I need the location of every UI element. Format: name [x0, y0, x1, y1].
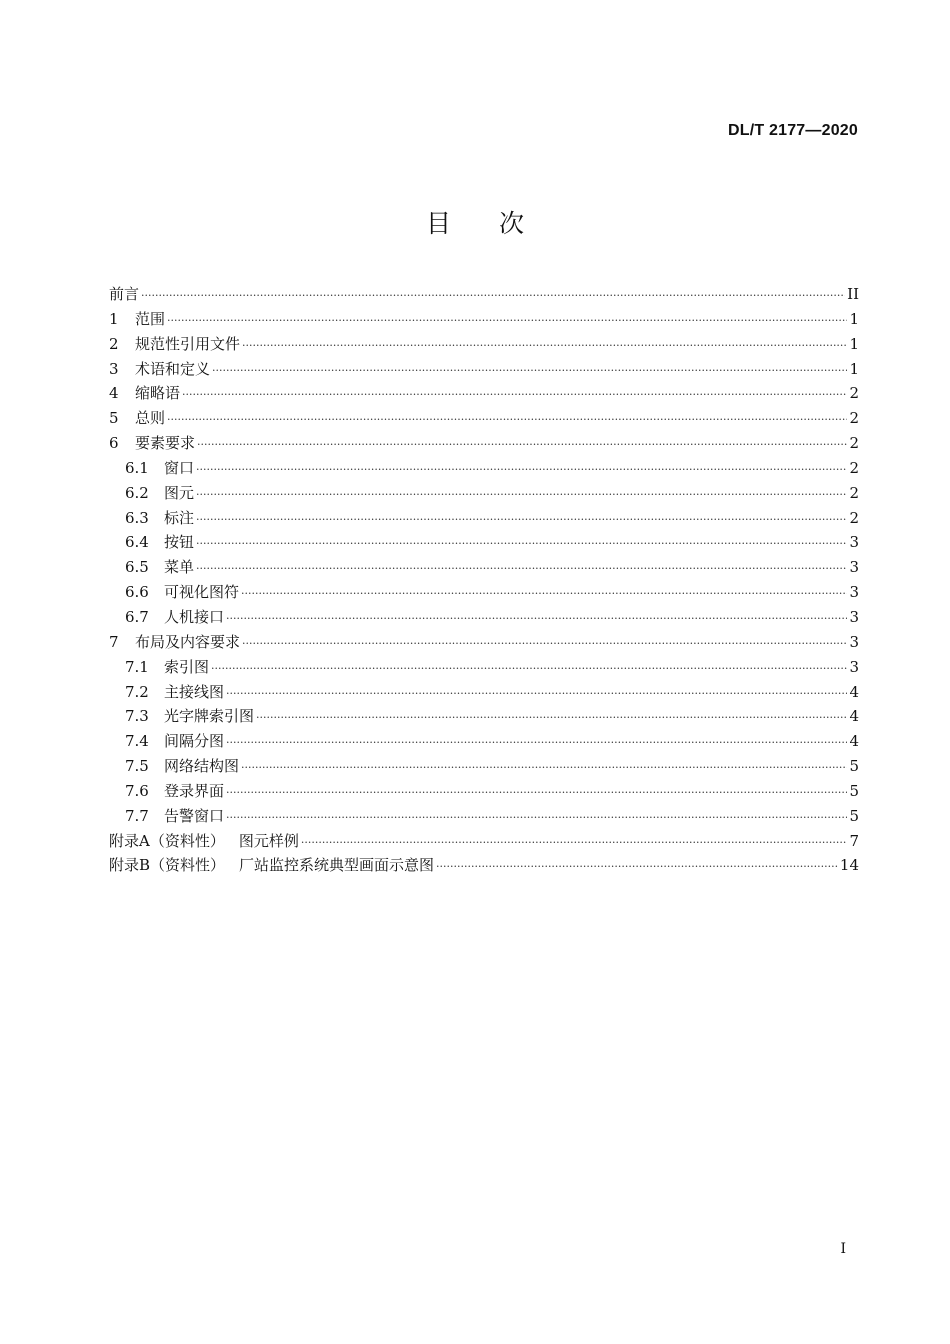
toc-subentry[interactable] — [109, 730, 859, 755]
toc-entry-page: 2 — [849, 458, 859, 477]
dot-leader — [211, 658, 847, 676]
toc-entry-page: 14 — [839, 856, 859, 875]
toc-subentry[interactable] — [109, 755, 859, 780]
toc-subentry[interactable] — [109, 457, 859, 482]
table-of-contents — [109, 283, 859, 879]
toc-entry-page: 2 — [849, 483, 859, 502]
toc-entry-page: 3 — [849, 632, 859, 651]
dot-leader — [182, 384, 847, 402]
dot-leader — [226, 608, 847, 626]
toc-subentry[interactable] — [109, 805, 859, 830]
toc-entry-number: 7 — [109, 632, 119, 651]
toc-appendix-entry[interactable] — [109, 830, 859, 855]
dot-leader — [196, 484, 847, 502]
toc-entry-label: 光字牌索引图 — [164, 707, 255, 726]
dot-leader — [167, 409, 847, 427]
toc-entry-label: 总则 — [135, 409, 166, 428]
toc-entry[interactable] — [109, 631, 859, 656]
toc-entry-number: 4 — [109, 384, 119, 403]
toc-subentry[interactable] — [109, 606, 859, 631]
toc-entry[interactable] — [109, 333, 859, 358]
toc-entry-page: 2 — [849, 508, 859, 527]
toc-entry-label: 缩略语 — [135, 384, 181, 403]
toc-subentry[interactable] — [109, 581, 859, 606]
toc-entry-page: 4 — [849, 707, 859, 726]
toc-appendix-entry[interactable] — [109, 854, 859, 879]
toc-entry-label: 菜单 — [164, 558, 195, 577]
dot-leader — [167, 310, 847, 328]
dot-leader — [226, 683, 847, 701]
toc-entry-label: 图元 — [164, 483, 195, 502]
toc-entry-number: 6.6 — [125, 583, 149, 602]
toc-entry-number: 6.2 — [125, 483, 149, 502]
toc-entry-page: II — [847, 285, 859, 303]
toc-entry-label: 网络结构图 — [164, 757, 240, 776]
dot-leader — [242, 633, 847, 651]
dot-leader — [256, 707, 847, 725]
toc-entry[interactable] — [109, 308, 859, 333]
toc-subentry[interactable] — [109, 556, 859, 581]
dot-leader — [301, 832, 848, 850]
toc-entry[interactable] — [109, 283, 859, 308]
dot-leader — [436, 856, 838, 874]
toc-entry-number: 6.5 — [125, 558, 149, 577]
toc-entry-number: 7.4 — [125, 732, 149, 751]
toc-entry-number: 6.3 — [125, 508, 149, 527]
toc-entry-label: 要素要求 — [135, 434, 196, 453]
dot-leader — [226, 782, 847, 800]
toc-entry-number: 7.3 — [125, 707, 149, 726]
toc-subentry[interactable] — [109, 705, 859, 730]
toc-entry-number: 6 — [109, 434, 119, 453]
toc-entry-page: 5 — [849, 806, 859, 825]
toc-entry-label: 标注 — [164, 508, 195, 527]
toc-entry[interactable] — [109, 407, 859, 432]
dot-leader — [212, 360, 847, 378]
toc-entry-page: 3 — [849, 533, 859, 552]
dot-leader — [242, 335, 847, 353]
toc-entry-page: 2 — [849, 434, 859, 453]
toc-entry-number: 7.1 — [125, 657, 149, 676]
dot-leader — [226, 807, 847, 825]
toc-entry-number: 2 — [109, 334, 119, 353]
toc-entry-label: 告警窗口 — [164, 806, 225, 825]
toc-subentry[interactable] — [109, 531, 859, 556]
toc-entry-page: 4 — [849, 732, 859, 751]
toc-entry-page: 3 — [849, 607, 859, 626]
page-title: 目次 — [425, 209, 572, 238]
toc-entry[interactable] — [109, 382, 859, 407]
dot-leader — [241, 757, 847, 775]
toc-entry-label: 范围 — [135, 309, 166, 328]
toc-entry-number: 6.1 — [125, 458, 149, 477]
toc-entry[interactable] — [109, 432, 859, 457]
toc-entry-page: 1 — [849, 309, 859, 328]
toc-subentry[interactable] — [109, 507, 859, 532]
toc-entry-page: 2 — [849, 384, 859, 403]
toc-entry-label: 规范性引用文件 — [135, 334, 241, 353]
toc-entry-label: 索引图 — [164, 657, 210, 676]
toc-entry-label: 人机接口 — [164, 607, 225, 626]
toc-entry-label: 布局及内容要求 — [135, 632, 241, 651]
toc-entry-label: 前言 — [109, 285, 140, 303]
toc-entry-label: 间隔分图 — [164, 732, 225, 751]
toc-entry-page: 2 — [849, 409, 859, 428]
toc-entry-number: 7.2 — [125, 682, 149, 701]
toc-subentry[interactable] — [109, 656, 859, 681]
toc-entry-label: 厂站监控系统典型画面示意图 — [239, 856, 435, 875]
toc-entry-page: 1 — [849, 334, 859, 353]
toc-subentry[interactable] — [109, 482, 859, 507]
toc-entry-number: 6.7 — [125, 607, 149, 626]
toc-entry-label: 按钮 — [164, 533, 195, 552]
dot-leader — [197, 434, 847, 452]
toc-entry-label: 窗口 — [164, 458, 195, 477]
toc-entry-number: 1 — [109, 309, 119, 328]
toc-entry-label: 术语和定义 — [135, 359, 211, 378]
standard-code: DL/T 2177—2020 — [728, 122, 858, 139]
toc-appendix-number: 附录B（资料性） — [109, 856, 226, 875]
toc-appendix-number: 附录A（资料性） — [109, 831, 225, 850]
toc-entry-label: 图元样例 — [238, 831, 299, 850]
toc-entry-page: 5 — [849, 781, 859, 800]
toc-entry-page: 3 — [849, 657, 859, 676]
toc-entry-number: 5 — [109, 409, 119, 428]
dot-leader — [196, 533, 847, 551]
dot-leader — [141, 285, 845, 303]
toc-subentry[interactable] — [109, 681, 859, 706]
page-number: I — [840, 1241, 846, 1257]
toc-entry-label: 可视化图符 — [164, 583, 240, 602]
toc-entry-number: 3 — [109, 359, 119, 378]
dot-leader — [196, 509, 847, 527]
toc-entry-number: 7.6 — [125, 781, 149, 800]
toc-entry-page: 3 — [849, 558, 859, 577]
toc-entry-number: 6.4 — [125, 533, 149, 552]
toc-entry-page: 1 — [849, 359, 859, 378]
toc-entry[interactable] — [109, 358, 859, 383]
dot-leader — [196, 558, 847, 576]
toc-subentry[interactable] — [109, 780, 859, 805]
toc-entry-page: 4 — [849, 682, 859, 701]
toc-entry-page: 3 — [849, 583, 859, 602]
toc-entry-number: 7.5 — [125, 757, 149, 776]
dot-leader — [196, 459, 847, 477]
dot-leader — [241, 583, 847, 601]
toc-entry-page: 7 — [849, 831, 859, 850]
toc-entry-label: 登录界面 — [164, 781, 225, 800]
toc-entry-number: 7.7 — [125, 806, 149, 825]
toc-entry-label: 主接线图 — [164, 682, 225, 701]
dot-leader — [226, 732, 847, 750]
toc-entry-page: 5 — [849, 757, 859, 776]
